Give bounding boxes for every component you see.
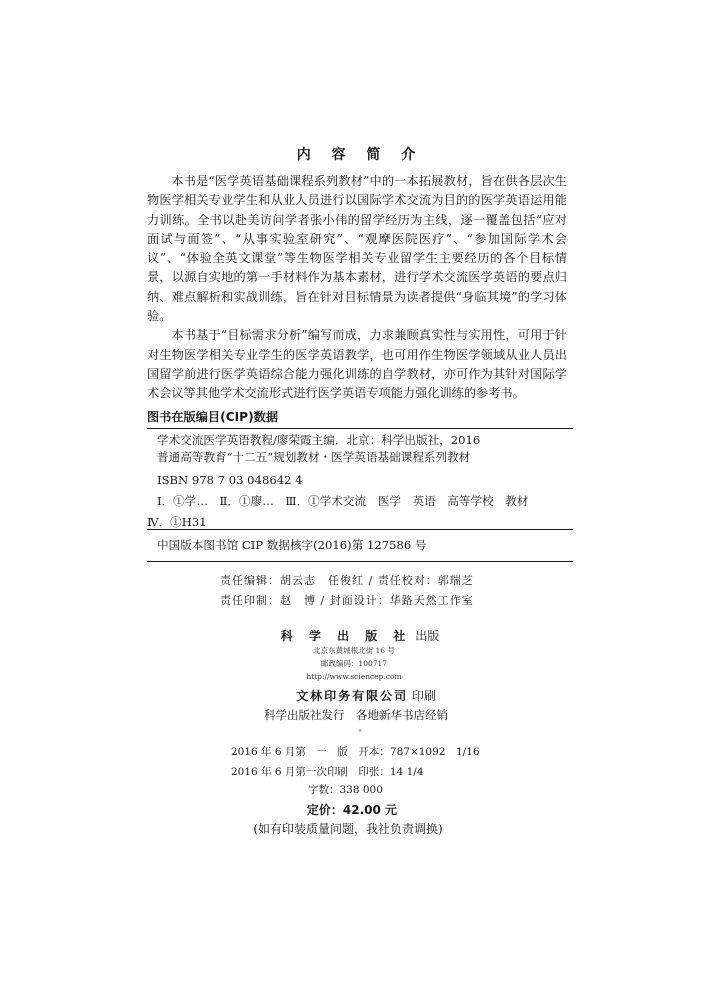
printer-line: [6, 687, 720, 704]
word-count: 字数：338 000: [308, 784, 383, 796]
cip-isbn: ISBN 978 7 03 048642 4: [157, 473, 303, 487]
separator-dot: *: [358, 729, 362, 736]
publisher-suffix: 出版: [415, 629, 440, 643]
edition-line: 2016 年 6 月第 一 版 开本：787×1092 1/16: [231, 746, 480, 758]
cip-classification: Ⅰ．①学… Ⅱ．①廖… Ⅲ．①学术交流 医学 英语 高等学校 教材: [157, 494, 529, 508]
distribution-line: 科学出版社发行 各地新华书店经销: [264, 708, 448, 722]
cip-top-rule: [147, 428, 573, 429]
editor-credits: 责任编辑：胡云志 任俊红 / 责任校对：郭瑞芝: [220, 574, 474, 587]
quality-note: (如有印装质量问题，我社负责调换): [253, 822, 443, 836]
printing-line: 2016 年 6 月第一次印刷 印张：14 1/4: [231, 766, 424, 778]
printer-suffix: 印刷: [411, 689, 436, 703]
cip-title-line: 学术交流医学英语教程/廖荣霞主编．北京：科学出版社，2016: [157, 433, 481, 447]
publisher-line: [0, 627, 720, 644]
publisher-url: http://www.sciencep.com: [306, 672, 402, 681]
publisher-postcode: 邮政编码：100717: [320, 659, 388, 668]
summary-title: 内 容 简 介: [296, 147, 424, 163]
summary-paragraph-1: 本书是“医学英语基础课程系列教材”中的一本拓展教材，旨在供各层次生物医学相关专业学生和从业人员进行以国际学术交流为目的的医学英语运用能力训练。全书以赴美访问学者张小伟的留学经历为主线，逐一覆盖包括“应对面试与面签”、“从事实验室研究”、“观摩医院医疗”、“参加国际学术会议”、“体验全英文课堂”等生物医学相关专业留学生主要经历的各个目标情景，以源自实地的第一手材料作为基本素材，进行学术交流医学英语的要点归纳、难点解析和实战训练，旨在针对目标情景为读者提供“身临其境”的学习体验。: [147, 174, 567, 324]
summary-paragraph-2: 本书基于“目标需求分析”编写而成，力求兼顾真实性与实用性，可用于针对生物医学相关专业学生的医学英语教学，也可用作生物医学领域从业人员出国留学前进行医学英语综合能力强化训练的自学教材，亦可作为其针对国际学术会议等其他学术交流形式进行医学英语专项能力强化训练的参考书。: [147, 328, 567, 401]
cip-middle-rule: [147, 529, 573, 530]
cip-heading: 图书在版编目(CIP)数据: [147, 410, 279, 424]
cip-series-line: 普通高等教育“十二五”规划教材・医学英语基础课程系列教材: [157, 450, 471, 464]
printer-name: 文林印务有限公司: [296, 689, 409, 703]
publisher-logo-text: 科 学 出 版 社: [280, 629, 412, 643]
production-credits: 责任印制：赵 博 / 封面设计：华路天然工作室: [220, 594, 474, 607]
cip-classification-code: Ⅳ．①H31: [147, 515, 207, 529]
publisher-address: 北京东黄城根北街 16 号: [313, 646, 395, 655]
summary-text: [147, 172, 567, 404]
cip-record: 中国版本图书馆 CIP 数据核字(2016)第 127586 号: [157, 538, 427, 552]
price: 定价：42.00 元: [306, 803, 398, 817]
cip-bottom-rule: [147, 561, 573, 562]
